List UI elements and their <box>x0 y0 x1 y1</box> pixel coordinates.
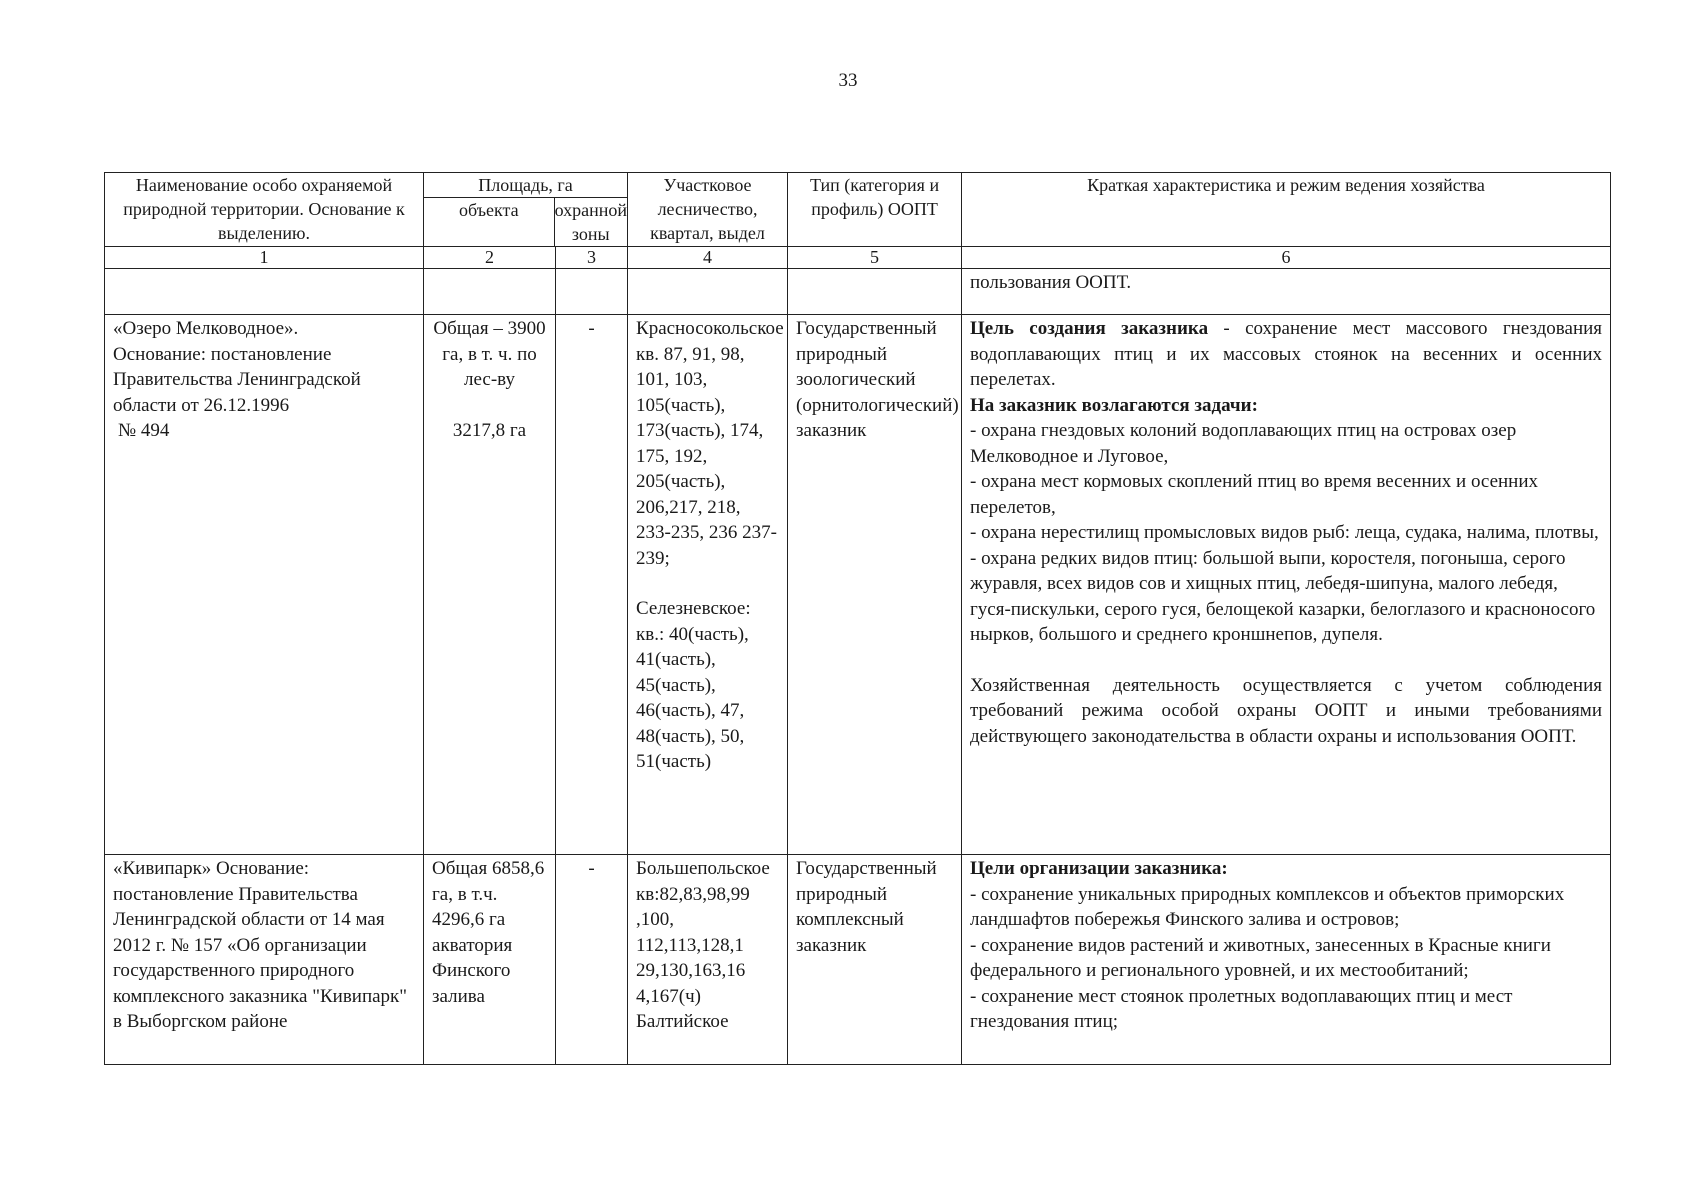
column-number: 6 <box>962 247 1611 269</box>
buffer-area-cell: - <box>556 855 628 1065</box>
column-number: 5 <box>788 247 962 269</box>
name-cell: «Кивипарк» Основание: постановление Правительства Ленинградской области от 14 мая 2012 г. № 157 «Об организации государственного природного комплексного заказника "Кивипарк" в Выборгском районе <box>105 855 424 1065</box>
goal-item: - сохранение видов растений и животных, занесенных в Красные книги федерального и регионального уровней, и их местообитаний; <box>970 934 1551 981</box>
table-row-ozero-melkovodnoe <box>105 315 1611 855</box>
column-number-row <box>105 247 1611 269</box>
goal-heading: Цель создания заказника <box>970 318 1209 339</box>
page-number: 33 <box>838 70 858 91</box>
area-total: Общая – 3900 га, в т. ч. по лес-ву <box>433 318 546 390</box>
description-cell <box>962 315 1611 855</box>
table-row-kiviparc <box>105 855 1611 1065</box>
object-area-cell <box>424 315 556 855</box>
header-object-area: объекта <box>424 198 555 246</box>
legal-basis: Основание: постановление Правительства Ленинградской области от 26.12.1996 <box>113 343 361 416</box>
task-item: - охрана нерестилищ промысловых видов рыб: леща, судака, налима, плотвы, <box>970 522 1599 543</box>
column-number: 2 <box>424 247 556 269</box>
column-number: 4 <box>628 247 788 269</box>
table-row-continuation <box>105 269 1611 315</box>
header-name-cell: Наименование особо охраняемой природной территории. Основание к выделению. <box>105 173 424 247</box>
header-area-label: Площадь, га <box>424 173 627 198</box>
legal-basis-number: № 494 <box>118 420 170 441</box>
table-header-row <box>105 173 1611 247</box>
forestry-cell: Большепольское кв:82,83,98,99 ,100, 112,113,128,1 29,130,163,16 4,167(ч) Балтийское <box>628 855 788 1065</box>
header-area-cell <box>424 173 628 247</box>
object-area-cell: Общая 6858,6 га, в т.ч. 4296,6 га акватория Финского залива <box>424 855 556 1065</box>
area-forestry: 3217,8 га <box>452 419 527 441</box>
type-cell: Государственный природный комплексный заказник <box>788 855 962 1065</box>
oopt-table <box>104 172 1611 1065</box>
reserve-name: «Озеро Мелководное». <box>113 318 299 339</box>
task-item: - охрана мест кормовых скоплений птиц во время весенних и осенних перелетов, <box>970 471 1539 518</box>
goal-item: - сохранение уникальных природных комплексов и объектов приморских ландшафтов побережья Финского залива и островов; <box>970 883 1565 930</box>
header-buffer-area: охранной зоны <box>554 200 628 244</box>
description-cell <box>962 855 1611 1065</box>
tasks-heading: На заказник возлагаются задачи: <box>970 394 1258 416</box>
header-forestry-cell: Участковое лесничество, квартал, выдел <box>628 173 788 247</box>
description-cell: пользования ООПТ. <box>962 269 1611 315</box>
goal-text: - сохранение мест массового гнездования водоплавающих птиц и их массовых стоянок на весенних и осенних перелетах. <box>970 318 1603 390</box>
forestry-seleznevskoe: Селезневское: кв.: 40(часть), 41(часть), 45(часть), 46(часть), 47, 48(часть), 50, 51(часть) <box>636 598 751 772</box>
task-item: - охрана гнездовых колоний водоплавающих птиц на островах озер Мелководное и Луговое, <box>970 420 1517 467</box>
goals-heading: Цели организации заказника: <box>970 858 1228 879</box>
header-description-cell: Краткая характеристика и режим ведения хозяйства <box>962 173 1611 247</box>
column-number: 3 <box>556 247 628 269</box>
task-item: - охрана редких видов птиц: большой выпи, коростеля, погоныша, серого журавля, всех видов сов и хищных птиц, лебедя-шипуна, малого лебедя, гуся-пискульки, серого гуся, белощекой казарки, белоглазого и красноносого нырков, большого и среднего кроншнепов, дупеля. <box>970 547 1596 645</box>
forestry-cell <box>628 315 788 855</box>
name-cell <box>105 315 424 855</box>
header-type-cell: Тип (категория и профиль) ООПТ <box>788 173 962 247</box>
forestry-krasnosokolskoe: Красносокольское кв. 87, 91, 98, 101, 103, 105(часть), 173(часть), 174, 175, 192, 205(часть), 206,217, 218, 233-235, 236 237-239; <box>636 318 784 569</box>
column-number: 1 <box>105 247 424 269</box>
type-cell: Государственный природный зоологический (орнитологический) заказник <box>788 315 962 855</box>
buffer-area-cell: - <box>556 315 628 855</box>
economic-activity-text: Хозяйственная деятельность осуществляется с учетом соблюдения требований режима особой охраны ООПТ и иными требованиями действующего законодательства в области охраны и использования ООПТ. <box>970 674 1603 747</box>
goal-item: - сохранение мест стоянок пролетных водоплавающих птиц и мест гнездования птиц; <box>970 985 1513 1032</box>
